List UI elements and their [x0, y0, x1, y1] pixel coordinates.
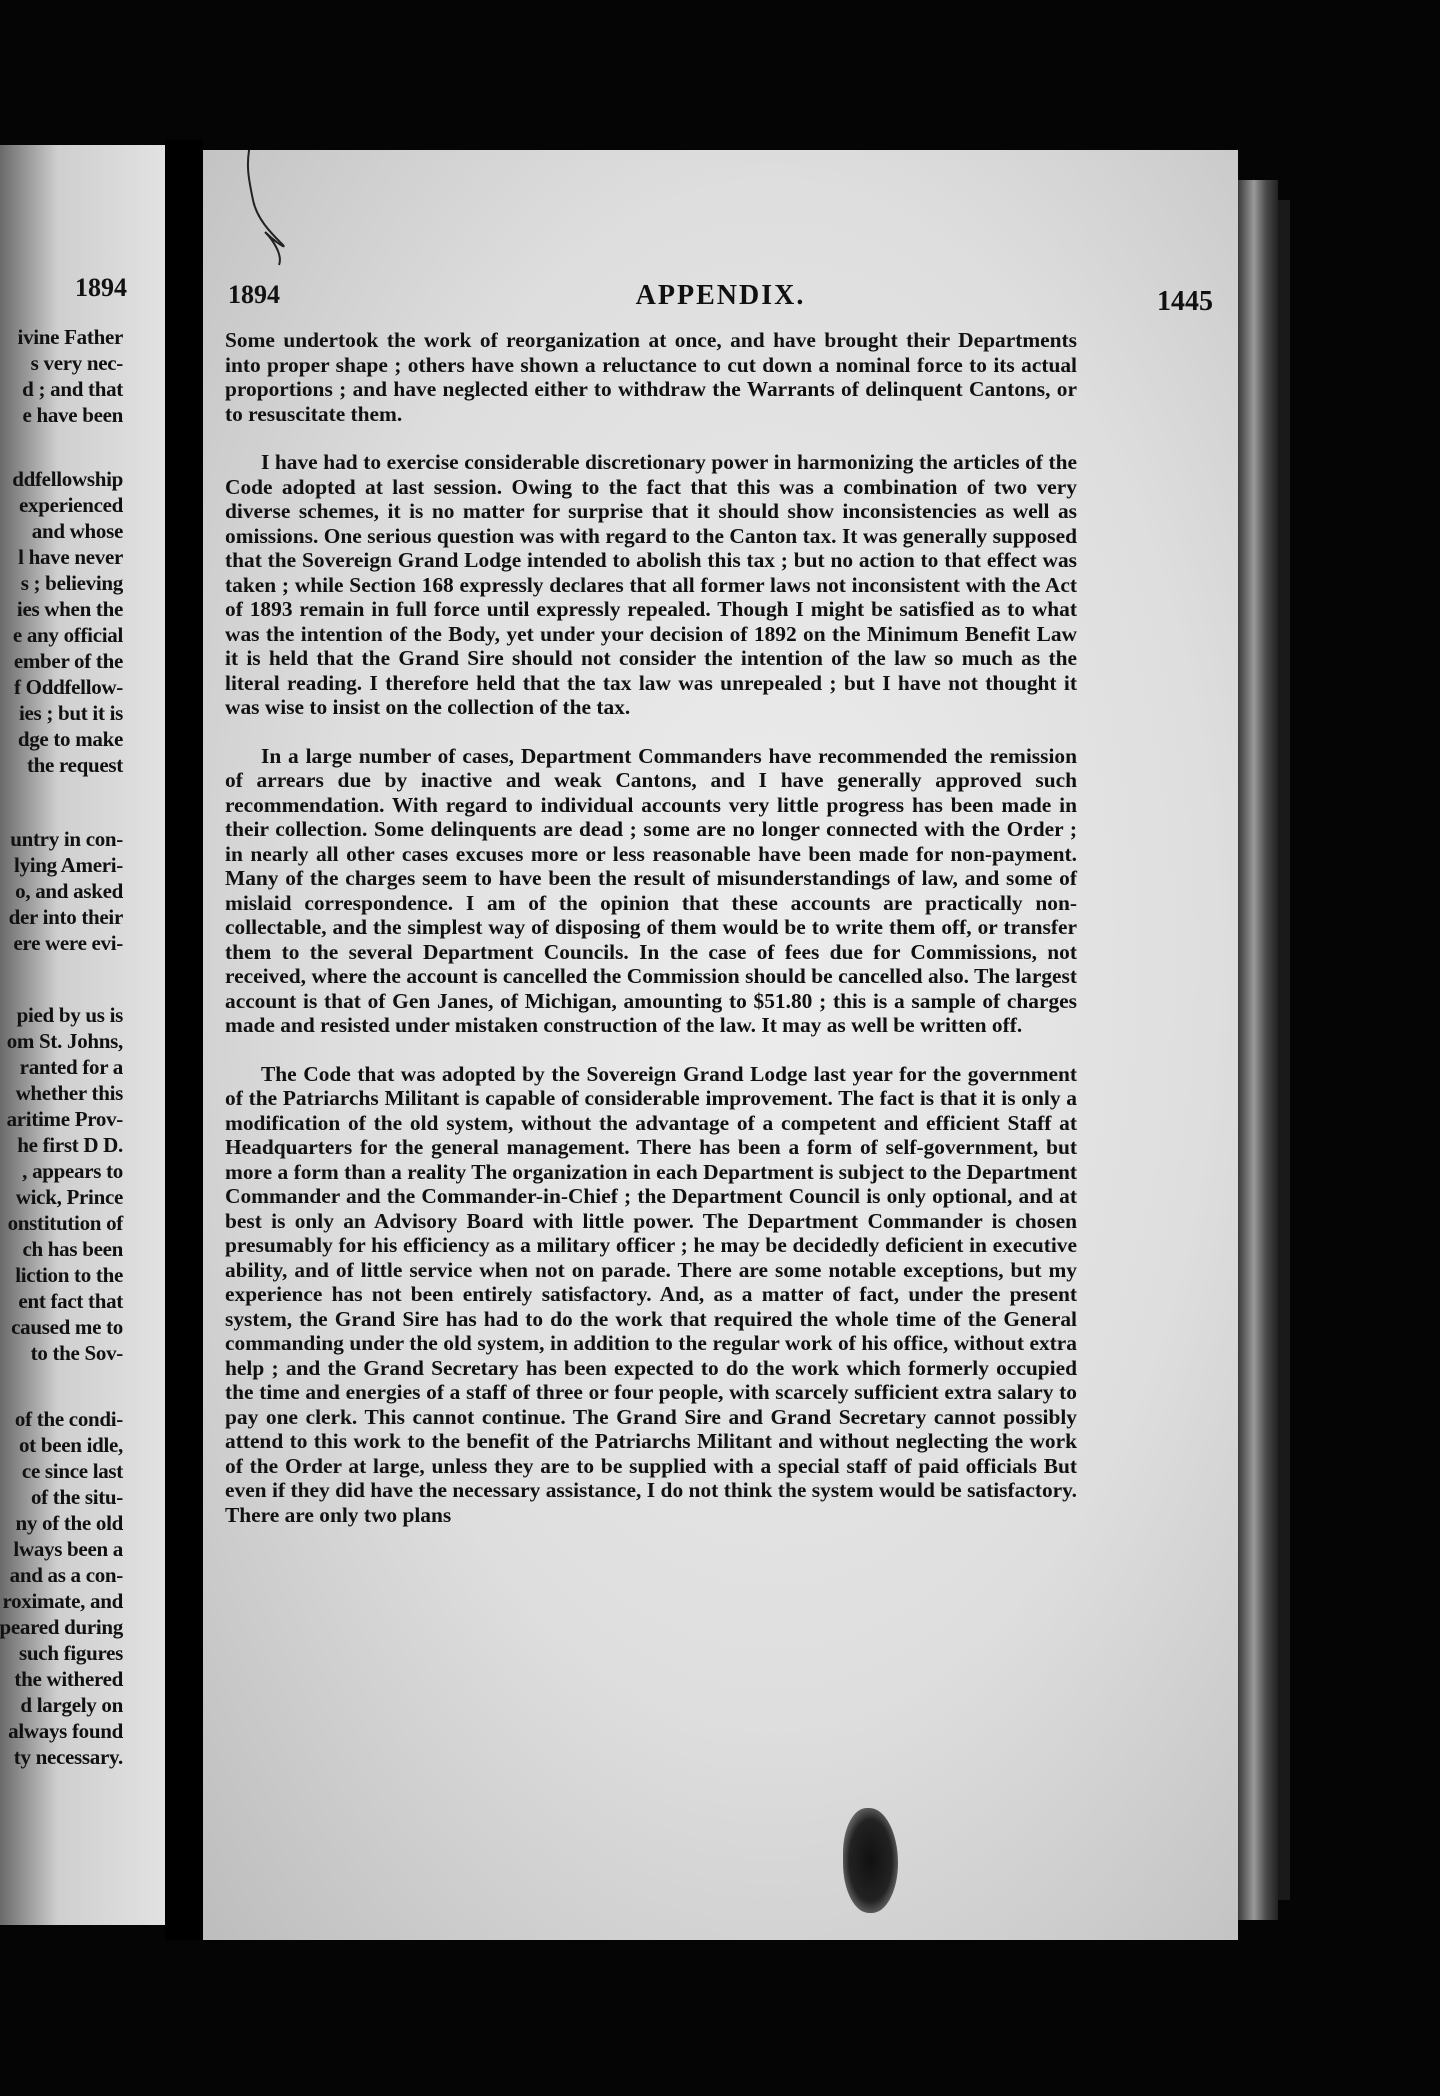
left-page-line: he first D D.: [17, 1133, 123, 1157]
header-title: APPENDIX.: [635, 280, 806, 311]
left-page-line: dge to make: [17, 727, 123, 751]
left-page-line: d ; and that: [22, 377, 123, 401]
left-page-line: ty necessary.: [13, 1745, 123, 1769]
left-page-line: such figures: [19, 1641, 123, 1665]
header-year: 1894: [228, 280, 280, 309]
left-page-line: , appears to: [22, 1159, 123, 1183]
left-page-line: d largely on: [20, 1693, 123, 1717]
page-number: 1445: [1157, 286, 1213, 317]
left-page-line: caused me to: [11, 1315, 123, 1339]
left-page-line: untry in con-: [10, 827, 123, 851]
paragraph-2: I have had to exercise considerable discretionary power in harmonizing the articles of the Code adopted at last session. Owing to the fact that this was a combination of two very diverse schemes, it is no matter for surprise that it should show inconsistencies as well as omissions. One serious question was with regard to the Canton tax. It was generally supposed that the Sovereign Grand Lodge intended to abolish this tax ; but no action to that effect was taken ; while Section 168 expressly declares that all former laws not inconsistent with the Act of 1893 remain in full force until expressly repealed. Though I might be satisfied as to what was the intention of the Body, yet under your decision of 1892 on the Minimum Benefit Law it is held that the Grand Sire should not consider the intention of the law so much as the literal reading. I therefore held that the tax law was unrepealed ; but I have not thought it was wise to insist on the collection of the tax.: [225, 450, 1077, 719]
left-page-line: ies when the: [16, 597, 123, 621]
left-page-line: om St. Johns,: [6, 1029, 123, 1053]
left-facing-page: [0, 145, 165, 1925]
left-page-line: roximate, and: [2, 1589, 123, 1613]
left-page-year: 1894: [75, 273, 127, 302]
left-page-line: wick, Prince: [15, 1185, 123, 1209]
left-page-line: f Oddfellow-: [14, 675, 123, 699]
left-page-line: the withered: [14, 1667, 123, 1691]
page-edge: [1238, 180, 1278, 1920]
left-page-line: ny of the old: [15, 1511, 123, 1535]
left-page-line: to the Sov-: [30, 1341, 123, 1365]
left-page-line: e any official: [12, 623, 123, 647]
paragraph-1: Some undertook the work of reorganization at once, and have brought their Departments into proper shape ; others have shown a reluctance to cut down a nominal force to its actual proportions ; and have neglected either to withdraw the Warrants of delinquent Cantons, or to resuscitate them.: [225, 328, 1077, 426]
book-gutter: [165, 140, 203, 1940]
left-page-line: ivine Father: [17, 325, 123, 349]
left-page-line: of the condi-: [14, 1407, 123, 1431]
left-page-line: o, and asked: [15, 879, 123, 903]
left-page-line: l have never: [18, 545, 123, 569]
left-page-line: onstitution of: [7, 1211, 123, 1235]
left-page-line: peared during: [0, 1615, 123, 1639]
right-page: [203, 150, 1238, 1940]
left-page-line: and whose: [31, 519, 123, 543]
left-page-line: experienced: [19, 493, 123, 517]
left-page-line: pied by us is: [16, 1003, 123, 1027]
pen-scribble-mark: [243, 150, 293, 270]
left-page-line: ddfellowship: [12, 467, 123, 491]
left-page-line: ranted for a: [19, 1055, 123, 1079]
left-page-line: ere were evi-: [13, 931, 123, 955]
left-page-line: liction to the: [15, 1263, 123, 1287]
page-header: [228, 280, 1213, 320]
left-page-line: always found: [8, 1719, 123, 1743]
page-edge-shadow: [1278, 200, 1290, 1900]
left-page-line: ch has been: [22, 1237, 123, 1261]
left-page-line: and as a con-: [9, 1563, 123, 1587]
left-page-line: ce since last: [21, 1459, 123, 1483]
left-page-line: der into their: [8, 905, 123, 929]
left-page-line: s ; believing: [20, 571, 123, 595]
paragraph-3: In a large number of cases, Department Commanders have recommended the remission of arrears due by inactive and weak Cantons, and I have generally approved such recommendation. With regard to individual accounts very little progress has been made in their collection. Some delinquents are dead ; some are no longer connected with the Order ; in nearly all other cases excuses more or less reasonable have been made for non-payment. Many of the charges seem to have been the result of misunderstandings of law, and some of mislaid correspondence. I am of the opinion that these accounts are practically non-collectable, and the simplest way of disposing of them would be to write them off, or transfer them to the several Department Councils. In the case of fees due for Commissions, not received, where the account is cancelled the Commission should be cancelled also. The largest account is that of Gen Janes, of Michigan, amounting to $51.80 ; this is a sample of charges made and resisted under mistaken construction of the law. It may as well be written off.: [225, 743, 1077, 1037]
left-page-line: e have been: [22, 403, 123, 427]
left-page-line: s very nec-: [30, 351, 123, 375]
left-page-line: the request: [26, 753, 123, 777]
left-page-line: lying Ameri-: [14, 853, 123, 877]
left-page-line: ent fact that: [18, 1289, 123, 1313]
left-page-line: ot been idle,: [18, 1433, 123, 1457]
left-page-line: whether this: [15, 1081, 123, 1105]
left-page-line: lways been a: [13, 1537, 123, 1561]
body-text: [225, 328, 1077, 1551]
ink-blot: [843, 1808, 898, 1913]
paragraph-4: The Code that was adopted by the Sovereign Grand Lodge last year for the government of the Patriarchs Militant is capable of considerable improvement. The fact is that it is only a modification of the old system, without the advantage of a competent and efficient Staff at Headquarters for the general management. There has been a form of self-government, but more a form than a reality The organization in each Department is subject to the Department Commander and the Commander-in-Chief ; the Department Council is only optional, and at best is only an Advisory Board with little power. The Department Commander is chosen presumably for his efficiency as a military officer ; he may be decidedly deficient in executive ability, and of little service when not on parade. There are some notable exceptions, but my experience has not been entirely satisfactory. And, as a matter of fact, under the present system, the Grand Sire has had to do the work that required the whole time of the General commanding under the old system, in addition to the regular work of his office, without extra help ; and the Grand Secretary has been expected to do the work which formerly occupied the time and energies of a staff of three or four people, with scarcely sufficient extra salary to pay one clerk. This cannot continue. The Grand Sire and Grand Secretary cannot possibly attend to this work to the benefit of the Patriarchs Militant and without neglecting the work of the Order at large, unless they are to be supplied with a special staff of paid officials But even if they did have the necessary assistance, I do not think the system would be satisfactory. There are only two plans: [225, 1061, 1077, 1527]
left-page-line: ember of the: [13, 649, 123, 673]
left-page-line: aritime Prov-: [6, 1107, 123, 1131]
left-page-line: ies ; but it is: [18, 701, 123, 725]
left-page-line: of the situ-: [30, 1485, 123, 1509]
